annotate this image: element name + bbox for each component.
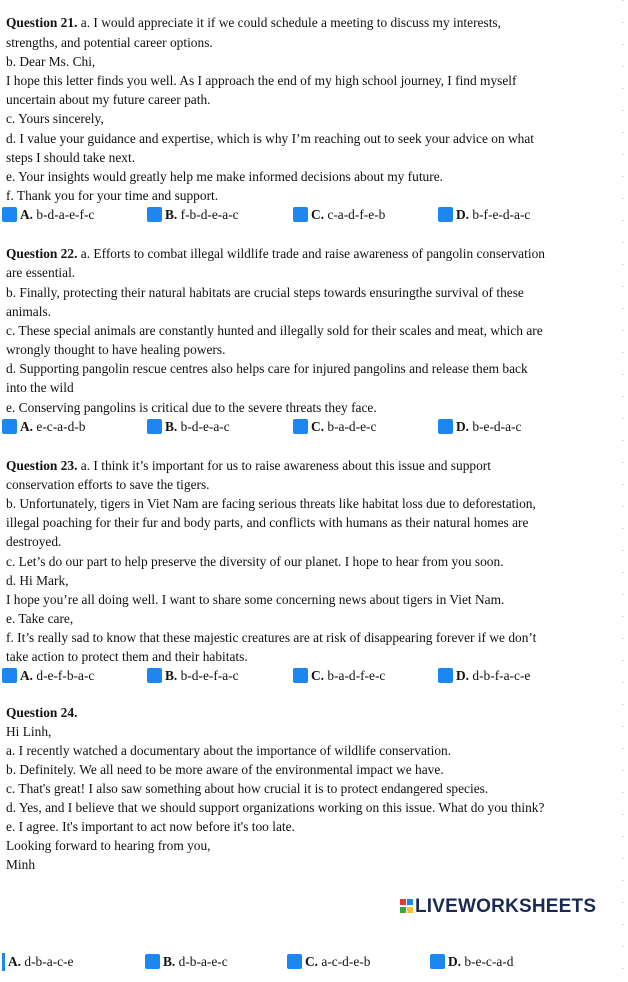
option-c[interactable]: C. c-a-d-f-e-b bbox=[293, 206, 385, 224]
question-22-text: d. Supporting pangolin rescue centres also helps care for injured pangolins and release them back bbox=[6, 361, 528, 376]
question-23-text: take action to protect them and their habitats. bbox=[6, 649, 248, 664]
answer-checkbox[interactable] bbox=[438, 419, 453, 434]
question-22-text: wrongly thought to have healing powers. bbox=[6, 342, 226, 357]
question-21-text: steps I should take next. bbox=[6, 150, 136, 165]
question-21-text: strengths, and potential career options. bbox=[6, 35, 213, 50]
question-24-label: Question 24. bbox=[6, 705, 78, 720]
question-24-text: Minh bbox=[6, 857, 36, 872]
option-d[interactable]: D. d-b-f-a-c-e bbox=[438, 667, 530, 685]
option-d[interactable]: D. b-e-c-a-d bbox=[430, 953, 513, 971]
option-a[interactable]: A. e-c-a-d-b bbox=[2, 418, 85, 436]
question-23-text: destroyed. bbox=[6, 534, 62, 549]
question-21-line-1: Question 21. a. I would appreciate it if we could schedule a meeting to discuss my interests, bbox=[6, 15, 501, 30]
option-b[interactable]: B. d-b-a-e-c bbox=[145, 953, 228, 971]
option-b[interactable]: B. f-b-d-e-a-c bbox=[147, 206, 239, 224]
question-22-text: animals. bbox=[6, 304, 51, 319]
answer-checkbox[interactable] bbox=[287, 954, 302, 969]
liveworksheets-logo-icon bbox=[400, 899, 413, 913]
question-22-text: e. Conserving pangolins is critical due to the severe threats they face. bbox=[6, 400, 377, 415]
question-21-text: f. Thank you for your time and support. bbox=[6, 188, 219, 203]
option-a[interactable]: A. b-d-a-e-f-c bbox=[2, 206, 94, 224]
question-22-text: b. Finally, protecting their natural habitats are crucial steps towards ensuringthe survival of these bbox=[6, 285, 524, 300]
question-24-text: c. That's great! I also saw something about how crucial it is to protect endangered species. bbox=[6, 781, 489, 796]
question-23-text: f. It’s really sad to know that these majestic creatures are at risk of disappearing forever if we don’t bbox=[6, 630, 537, 645]
option-c[interactable]: C. a-c-d-e-b bbox=[287, 953, 370, 971]
question-24-text: e. I agree. It's important to act now before it's too late. bbox=[6, 819, 295, 834]
option-b[interactable]: B. b-d-e-a-c bbox=[147, 418, 230, 436]
question-23-text: b. Unfortunately, tigers in Viet Nam are facing serious threats like habitat loss due to deforestation, bbox=[6, 496, 536, 511]
question-21-text: c. Yours sincerely, bbox=[6, 111, 104, 126]
question-22-text: are essential. bbox=[6, 265, 76, 280]
option-a[interactable]: A. d-e-f-b-a-c bbox=[2, 667, 94, 685]
answer-checkbox[interactable] bbox=[147, 207, 162, 222]
question-22-text: c. These special animals are constantly hunted and illegally sold for their scales and meat, which are bbox=[6, 323, 543, 338]
question-23-text: c. Let’s do our part to help preserve the diversity of our planet. I hope to hear from you soon. bbox=[6, 554, 504, 569]
option-d[interactable]: D. b-f-e-d-a-c bbox=[438, 206, 530, 224]
question-21-text: uncertain about my future career path. bbox=[6, 92, 211, 107]
answer-checkbox[interactable] bbox=[293, 207, 308, 222]
question-21-text: e. Your insights would greatly help me make informed decisions about my future. bbox=[6, 169, 443, 184]
liveworksheets-logo: LIVEWORKSHEETS bbox=[400, 896, 596, 918]
question-23-text: I hope you’re all doing well. I want to share some concerning news about tigers in Viet Nam. bbox=[6, 592, 505, 607]
option-a[interactable]: A. d-b-a-c-e bbox=[8, 954, 74, 969]
answer-checkbox[interactable] bbox=[438, 668, 453, 683]
option-b[interactable]: B. b-d-e-f-a-c bbox=[147, 667, 239, 685]
option-d[interactable]: D. b-e-d-a-c bbox=[438, 418, 521, 436]
question-23-text: d. Hi Mark, bbox=[6, 573, 69, 588]
option-c[interactable]: C. b-a-d-e-c bbox=[293, 418, 376, 436]
question-23-line-1: Question 23. a. I think it’s important for us to raise awareness about this issue and support bbox=[6, 458, 491, 473]
answer-checkbox[interactable] bbox=[2, 207, 17, 222]
question-24-text: d. Yes, and I believe that we should support organizations working on this issue. What do you think? bbox=[6, 800, 545, 815]
answer-checkbox[interactable] bbox=[147, 668, 162, 683]
answer-checkbox[interactable] bbox=[293, 668, 308, 683]
question-22-line-1: Question 22. a. Efforts to combat illegal wildlife trade and raise awareness of pangolin conservation bbox=[6, 246, 545, 261]
question-24-text: a. I recently watched a documentary about the importance of wildlife conservation. bbox=[6, 743, 452, 758]
question-23-text: illegal poaching for their fur and body parts, and conflicts with humans as their natural homes are bbox=[6, 515, 529, 530]
answer-checkbox[interactable] bbox=[2, 668, 17, 683]
question-24-options bbox=[0, 953, 628, 971]
question-23-text: e. Take care, bbox=[6, 611, 74, 626]
question-24-text: Hi Linh, bbox=[6, 724, 52, 739]
answer-checkbox[interactable] bbox=[145, 954, 160, 969]
question-21-text: b. Dear Ms. Chi, bbox=[6, 54, 96, 69]
answer-checkbox[interactable] bbox=[293, 419, 308, 434]
question-23-text: conservation efforts to save the tigers. bbox=[6, 477, 210, 492]
question-23-label: Question 23. bbox=[6, 458, 78, 473]
question-21-label: Question 21. bbox=[6, 15, 78, 30]
answer-checkbox[interactable] bbox=[438, 207, 453, 222]
question-21-text: d. I value your guidance and expertise, which is why I’m reaching out to seek your advice on what bbox=[6, 131, 535, 146]
question-22-label: Question 22. bbox=[6, 246, 78, 261]
answer-checkbox[interactable] bbox=[2, 419, 17, 434]
question-24-line-1 bbox=[6, 704, 77, 722]
question-23-options bbox=[0, 667, 628, 685]
answer-checkbox[interactable] bbox=[147, 419, 162, 434]
page-edge-dots bbox=[622, 0, 624, 982]
question-24-text: b. Definitely. We all need to be more aware of the environmental impact we have. bbox=[6, 762, 444, 777]
option-c[interactable]: C. b-a-d-f-e-c bbox=[293, 667, 385, 685]
question-22-text: into the wild bbox=[6, 380, 74, 395]
question-21-options bbox=[0, 206, 628, 224]
question-21-text: I hope this letter finds you well. As I approach the end of my high school journey, I find myself bbox=[6, 73, 517, 88]
answer-checkbox[interactable] bbox=[430, 954, 445, 969]
question-24-text: Looking forward to hearing from you, bbox=[6, 838, 211, 853]
question-22-options bbox=[0, 418, 628, 436]
